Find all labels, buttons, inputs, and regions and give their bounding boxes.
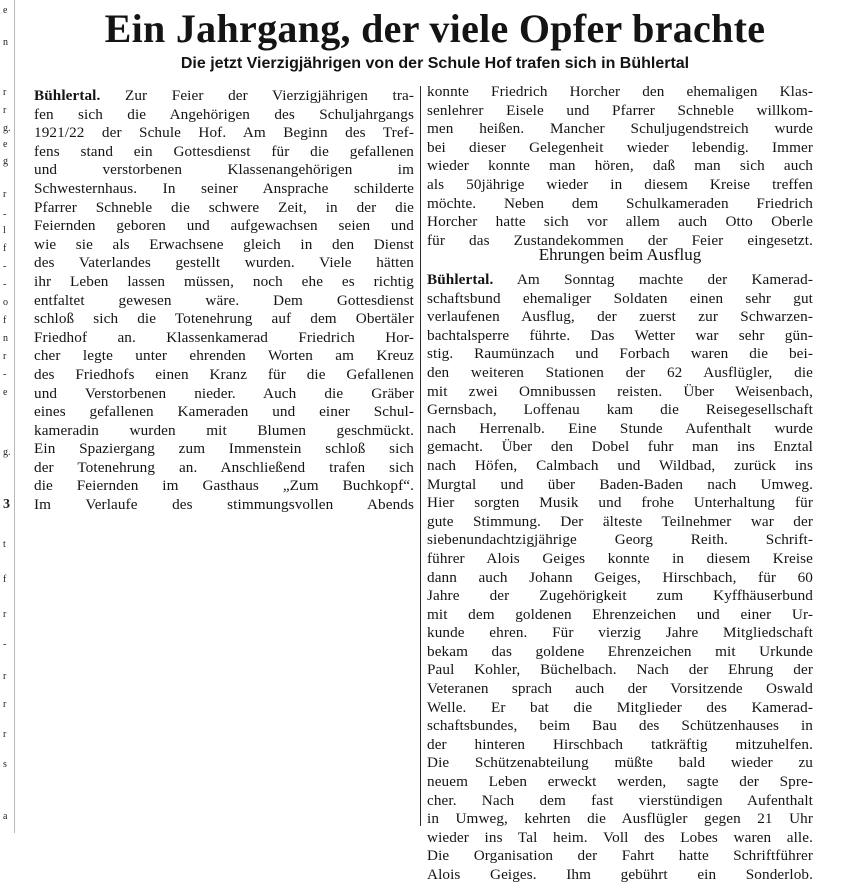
text-line (427, 754, 813, 773)
text-line (427, 213, 813, 232)
edge-fragment: n (3, 37, 8, 48)
subheadline: Die jetzt Vierzigjährigen von der Schule Hof trafen sich in Bühlertal (180, 55, 690, 72)
line-text: nach Herrenalb. Eine Stunde Aufenthalt wurde (427, 419, 813, 437)
line-text: ihr Leben lassen müssen, noch ehe es richtig (34, 272, 414, 290)
text-line (34, 310, 414, 329)
edge-fragment: t (3, 539, 6, 550)
line-text: Die Organisation der Fahrt hatte Schriftführer (427, 847, 813, 865)
line-text: 1921/22 der Schule Hof. Am Beginn des Tref- (34, 124, 414, 142)
text-line (427, 476, 813, 495)
line-text: cher. Nach dem fast vierstündigen Aufenthalt (427, 791, 813, 809)
text-line (427, 829, 813, 848)
text-line (427, 717, 813, 736)
line-text: der hinteren Hirschbach tatkräftig mitzuhelfen. (427, 735, 813, 753)
text-line (427, 866, 813, 885)
section-heading: Ehrungen beim Ausflug (538, 245, 702, 264)
line-text: entfaltet gewesen wäre. Dem Gottesdienst (34, 291, 414, 309)
text-line (427, 847, 813, 866)
edge-fragment: - (3, 279, 7, 290)
edge-fragment: 3 (3, 497, 10, 512)
edge-fragment: - (3, 369, 7, 380)
line-text: fens stand ein Gottesdienst für die gefallenen (34, 142, 414, 160)
adjacent-column-edge (0, 0, 15, 833)
edge-fragment: r (3, 609, 7, 620)
text-line (427, 157, 813, 176)
line-text: führer Alois Geiges konnte in diesem Kreise (427, 549, 813, 567)
edge-fragment: s (3, 759, 7, 770)
edge-fragment: g (3, 156, 8, 167)
text-line (34, 143, 414, 162)
text-line (34, 422, 414, 441)
text-line (34, 236, 414, 255)
text-line (427, 176, 813, 195)
line-text: senlehrer Eisele und Pfarrer Schneble willkom- (427, 101, 813, 119)
text-line (427, 290, 813, 309)
line-text: gute Stimmung. Der älteste Teilnehmer war der (427, 512, 813, 530)
text-line (427, 699, 813, 718)
line-text: als 50jährige wieder in diesem Kreise treffen (427, 175, 813, 193)
text-line (427, 102, 813, 121)
line-text: Jahre der Zugehörigkeit zum Kyffhäuserbund (427, 587, 813, 605)
line-text: bekam das goldene Ehrenzeichen mit Urkunde (427, 642, 813, 660)
text-line (34, 403, 414, 422)
line-text: des Friedhofs einen Kranz für die Gefallenen (34, 365, 414, 383)
text-line (34, 180, 414, 199)
text-line (427, 587, 813, 606)
edge-fragment: - (3, 639, 7, 650)
text-line (427, 569, 813, 588)
edge-fragment: - (3, 261, 7, 272)
text-line (427, 195, 813, 214)
edge-fragment: r (3, 729, 7, 740)
text-line (427, 83, 813, 102)
line-text: Veteranen sprach auch der Vorsitzende Oswald (427, 680, 813, 698)
line-text: Die Schützenabteilung müßte bald wieder zu (427, 754, 813, 772)
text-line (34, 161, 414, 180)
text-line (34, 440, 414, 459)
edge-fragment: f (3, 243, 7, 254)
edge-fragment: r (3, 699, 7, 710)
line-text: Schwesternhaus. In seiner Ansprache schilderte (34, 179, 414, 197)
edge-fragment: g. (3, 123, 11, 134)
text-line (427, 531, 813, 550)
edge-fragment: n (3, 333, 8, 344)
text-line (427, 680, 813, 699)
text-line (34, 254, 414, 273)
line-text: Am Sonntag machte der Kamerad- (493, 271, 813, 288)
text-line (427, 513, 813, 532)
line-text: Paul Kohler, Büchelbach. Nach der Ehrung der (427, 661, 813, 679)
line-text: konnte Friedrich Horcher den ehemaligen Klas- (427, 83, 813, 100)
text-line (427, 420, 813, 439)
text-line (427, 364, 813, 383)
line-text: eines gefallenen Kameraden und einer Schul- (34, 403, 414, 421)
text-line (34, 87, 414, 106)
line-text: kameradin wurden mit Blumen geschmückt. (34, 421, 414, 439)
edge-fragment: r (3, 87, 7, 98)
line-text: neuem Leben erweckt werden, sagte der Spre- (427, 773, 813, 791)
text-line (34, 292, 414, 311)
text-line (427, 271, 813, 290)
line-text: fen sich die Angehörigen des Schuljahrgangs (34, 105, 414, 123)
text-line (34, 347, 414, 366)
article-left-column (34, 87, 414, 515)
text-line (427, 810, 813, 829)
line-text: mit zwei Omnibussen reisten. Über Weisenbach, (427, 382, 813, 400)
line-text: mit dem goldenen Ehrenzeichen und einer Ur- (427, 605, 813, 623)
edge-fragment: f (3, 574, 7, 585)
line-text: men heißen. Mancher Schuljugendstreich wurde (427, 120, 813, 138)
text-line (427, 457, 813, 476)
text-line (34, 273, 414, 292)
text-line (34, 459, 414, 478)
line-text: in Umweg, kehrten die Ausflügler gegen 21 Uhr (427, 810, 813, 828)
text-line (427, 383, 813, 402)
line-text: bachtalsperre führte. Das Wetter war sehr gün- (427, 326, 813, 344)
text-line (427, 550, 813, 569)
edge-fragment: e (3, 139, 8, 150)
line-text: wieder ins Tal heim. Voll des Lobes waren alle. (427, 828, 813, 846)
line-text: Friedhof an. Klassenkamerad Friedrich Hor- (34, 328, 414, 346)
text-line (34, 199, 414, 218)
line-text: für das Zustandekommen der Feier eingesetzt. (427, 231, 813, 249)
text-line (34, 106, 414, 125)
line-text: Pfarrer Schneble die schwere Zeit, in der die (34, 198, 414, 216)
line-text: wieder konnte man hören, daß man sich auch (427, 157, 813, 175)
edge-fragment: l (3, 225, 6, 236)
line-text: Feiernden geboren und aufgewachsen seien und (34, 217, 414, 235)
section-body (427, 271, 813, 885)
line-text: schloß sich die Totenehrung auf dem Obertäler (34, 310, 414, 328)
line-text: kunde ehren. Für vierzig Jahre Mitgliedschaft (427, 624, 813, 642)
line-text: Gernsbach, Loffenau kam die Reisegesellschaft (427, 401, 813, 419)
text-line (34, 217, 414, 236)
text-line (427, 606, 813, 625)
edge-fragment: r (3, 105, 7, 116)
article-right-column (427, 83, 813, 250)
dateline: Bühlertal. (427, 271, 494, 288)
edge-fragment: e (3, 5, 8, 16)
line-text: schaftsbundes, beim Bau des Schützenhauses in (427, 717, 813, 735)
line-text: den weiteren Stationen der 62 Ausflügler, die (427, 363, 813, 381)
line-text: Welle. Er bat die Mitglieder des Kamerad- (427, 698, 813, 716)
line-text: nach Höfen, Calmbach und Wildbad, zurück ins (427, 456, 813, 474)
line-text: dann auch Johann Geiges, Hirschbach, für 60 (427, 568, 813, 586)
line-text: des Vaterlandes gestellt wurden. Viele hätten (34, 254, 414, 272)
line-text: Murgtal und über Baden-Baden nach Umweg. (427, 475, 813, 493)
line-text: Alois Geiges. Ihm gebührt ein Sonderlob. (427, 866, 813, 883)
text-line (427, 643, 813, 662)
line-text: cher legte unter ehrenden Worten am Kreuz (34, 347, 414, 365)
edge-fragment: - (3, 209, 7, 220)
edge-fragment: g. (3, 447, 11, 458)
text-line (34, 477, 414, 496)
line-text: wie sie als Erwachsene gleich in den Dienst (34, 235, 414, 253)
line-text: siebenundachtzigjährige Georg Reith. Schrift- (427, 531, 813, 549)
text-line (427, 773, 813, 792)
line-text: stig. Raumünzach und Forbach waren die bei- (427, 345, 813, 363)
line-text: möchte. Neben dem Schulkameraden Friedrich (427, 194, 813, 212)
text-line (427, 624, 813, 643)
text-line (34, 385, 414, 404)
line-text: schaftsbund ehemaliger Soldaten einen sehr gut (427, 289, 813, 307)
line-text: und verstorbenen Klassenangehörigen im (34, 161, 414, 179)
edge-fragment: e (3, 387, 8, 398)
text-line (34, 329, 414, 348)
line-text: Ein Spaziergang zum Immenstein schloß sich (34, 440, 414, 458)
text-line (427, 438, 813, 457)
line-text: gemacht. Über den Dobel fuhr man ins Enztal (427, 438, 813, 456)
text-line (427, 308, 813, 327)
edge-fragment: a (3, 811, 8, 822)
line-text: Horcher hatte sich vor allem auch Otto Oberle (427, 213, 813, 231)
edge-fragment: r (3, 351, 7, 362)
line-text: Im Verlaufe des stimmungsvollen Abends (34, 496, 414, 514)
line-text: bei dieser Gelegenheit wieder lebendig. Immer (427, 138, 813, 156)
line-text: Zur Feier der Vierzigjährigen tra- (100, 87, 414, 104)
dateline: Bühlertal. (34, 87, 101, 104)
text-line (34, 124, 414, 143)
text-line (427, 736, 813, 755)
edge-fragment: r (3, 671, 7, 682)
line-text: verlaufenen Ausflug, der zuerst zur Schwarzen- (427, 308, 813, 326)
text-line (34, 496, 414, 515)
headline: Ein Jahrgang, der viele Opfer brachte (104, 6, 766, 51)
text-line (427, 494, 813, 513)
edge-fragment: f (3, 315, 7, 326)
edge-fragment: o (3, 297, 8, 308)
text-line (427, 120, 813, 139)
line-text: die Feiernden im Gasthaus „Zum Buchkopf“. (34, 477, 414, 495)
text-line (427, 661, 813, 680)
line-text: Hier sorgten Musik und frohe Unterhaltung für (427, 494, 813, 512)
line-text: der Totenehrung an. Anschließend trafen sich (34, 458, 414, 476)
text-line (34, 366, 414, 385)
column-divider-right (420, 86, 421, 826)
text-line (427, 327, 813, 346)
text-line (427, 139, 813, 158)
text-line (427, 345, 813, 364)
line-text: und Verstorbenen nieder. Auch die Gräber (34, 384, 414, 402)
edge-fragment: r (3, 189, 7, 200)
text-line (427, 792, 813, 811)
text-line (427, 401, 813, 420)
